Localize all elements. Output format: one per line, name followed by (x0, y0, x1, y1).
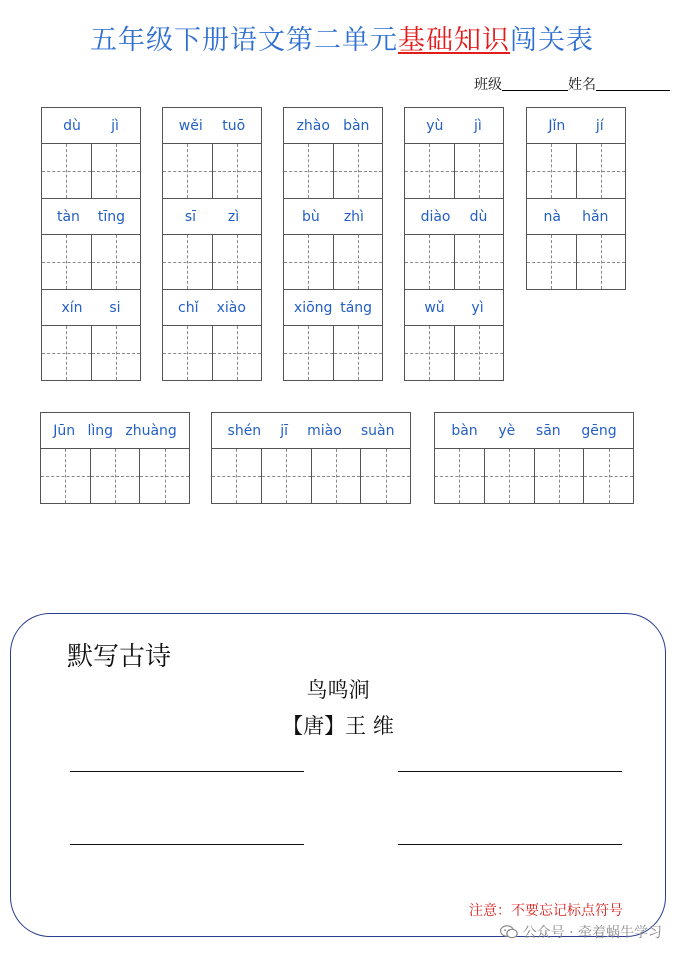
pinyin-box (40, 412, 190, 504)
pinyin-box (41, 289, 141, 381)
poem-heading: 默写古诗 (67, 642, 172, 672)
pinyin-row (527, 199, 625, 235)
pinyin-syllable: hǎn (582, 208, 609, 225)
pinyin-syllable: tàn (56, 208, 80, 225)
pinyin-syllable: sān (535, 422, 561, 439)
pinyin-box (404, 198, 504, 290)
pinyin-syllable: Jǐn (548, 117, 566, 134)
pinyin-syllable: yù (426, 117, 444, 134)
pinyin-box (404, 289, 504, 381)
writing-cell[interactable] (163, 144, 213, 198)
writing-cell[interactable] (485, 449, 535, 503)
pinyin-box (41, 198, 141, 290)
pinyin-row (405, 199, 503, 235)
pinyin-syllable: táng (340, 299, 373, 316)
pinyin-syllable: wǔ (424, 299, 445, 316)
pinyin-box (211, 412, 411, 504)
writing-cell[interactable] (577, 144, 626, 198)
writing-cell[interactable] (455, 144, 504, 198)
pinyin-syllable: xín (61, 299, 83, 316)
writing-cell[interactable] (334, 326, 383, 380)
pinyin-row (435, 413, 633, 449)
class-label: 班级 (474, 77, 502, 93)
writing-cell[interactable] (262, 449, 312, 503)
pinyin-syllable: sī (184, 208, 197, 225)
writing-cell[interactable] (284, 235, 334, 289)
writing-cell[interactable] (92, 326, 141, 380)
pinyin-syllable: shén (227, 422, 262, 439)
answer-line[interactable] (70, 771, 304, 772)
poem-author: 【唐】王 维 (282, 714, 394, 738)
pinyin-syllable: chǐ (178, 299, 199, 316)
title-text: 五年级下册语文第二单元 (90, 25, 398, 56)
writing-cell[interactable] (92, 144, 141, 198)
writing-cell[interactable] (312, 449, 362, 503)
pinyin-syllable: zhuàng (125, 422, 177, 439)
pinyin-syllable: nà (543, 208, 561, 225)
pinyin-syllable: xiōng (293, 299, 333, 316)
writing-cell[interactable] (361, 449, 410, 503)
pinyin-row (42, 199, 140, 235)
title-text-end: 闯关表 (510, 25, 594, 56)
writing-cell[interactable] (455, 326, 504, 380)
pinyin-syllable: suàn (360, 422, 395, 439)
pinyin-syllable: tuō (222, 117, 246, 134)
pinyin-syllable: bù (302, 208, 320, 225)
pinyin-row (284, 199, 382, 235)
pinyin-box (434, 412, 634, 504)
pinyin-syllable: miào (307, 422, 342, 439)
watermark-text: 公众号 · 牵着蜗牛学习 (522, 925, 662, 941)
class-blank[interactable] (502, 76, 568, 91)
writing-cell[interactable] (334, 235, 383, 289)
pinyin-syllable: tīng (97, 208, 126, 225)
pinyin-row (405, 108, 503, 144)
watermark (500, 922, 662, 942)
pinyin-row (163, 290, 261, 326)
pinyin-syllable: zhì (343, 208, 364, 225)
writing-cell[interactable] (42, 144, 92, 198)
pinyin-box (283, 107, 383, 199)
pinyin-syllable: bàn (451, 422, 478, 439)
writing-cell[interactable] (213, 144, 262, 198)
writing-cell[interactable] (213, 326, 262, 380)
student-info (474, 74, 670, 94)
pinyin-box (162, 198, 262, 290)
pinyin-box (526, 198, 626, 290)
pinyin-row (527, 108, 625, 144)
pinyin-syllable: zhào (296, 117, 330, 134)
name-blank[interactable] (596, 76, 670, 91)
pinyin-row (42, 108, 140, 144)
pinyin-row (163, 108, 261, 144)
writing-cell[interactable] (405, 235, 455, 289)
writing-cell[interactable] (163, 235, 213, 289)
answer-line[interactable] (398, 844, 622, 845)
writing-cell[interactable] (140, 449, 189, 503)
writing-cell[interactable] (92, 235, 141, 289)
pinyin-row (284, 108, 382, 144)
pinyin-syllable: bàn (343, 117, 370, 134)
writing-cell[interactable] (284, 144, 334, 198)
pinyin-box (41, 107, 141, 199)
writing-cell[interactable] (213, 235, 262, 289)
pinyin-box (162, 289, 262, 381)
page-title (0, 18, 684, 57)
pinyin-syllable: xiào (216, 299, 246, 316)
pinyin-syllable: si (109, 299, 121, 316)
writing-cell[interactable] (163, 326, 213, 380)
pinyin-row (405, 290, 503, 326)
pinyin-syllable: jì (473, 117, 482, 134)
answer-line[interactable] (398, 771, 622, 772)
writing-cell[interactable] (577, 235, 626, 289)
writing-cell[interactable] (455, 235, 504, 289)
writing-cell[interactable] (91, 449, 141, 503)
pinyin-box (404, 107, 504, 199)
pinyin-syllable: Jūn (53, 422, 76, 439)
writing-cell[interactable] (334, 144, 383, 198)
writing-cell[interactable] (527, 144, 577, 198)
writing-cell[interactable] (405, 326, 455, 380)
writing-cell[interactable] (435, 449, 485, 503)
writing-cell[interactable] (42, 235, 92, 289)
writing-cell[interactable] (41, 449, 91, 503)
title-highlight: 基础知识 (398, 25, 510, 56)
pinyin-syllable: dù (63, 117, 81, 134)
name-label: 姓名 (568, 77, 596, 93)
writing-cell[interactable] (405, 144, 455, 198)
wechat-icon (500, 925, 518, 939)
pinyin-box (162, 107, 262, 199)
punctuation-note: 注意：不要忘记标点符号 (469, 903, 623, 919)
pinyin-syllable: jì (111, 117, 119, 134)
pinyin-box (526, 107, 626, 199)
pinyin-box (283, 289, 383, 381)
poem-title: 鸟鸣涧 (306, 678, 370, 702)
pinyin-syllable: jī (280, 422, 289, 439)
pinyin-syllable: wěi (178, 117, 203, 134)
pinyin-row (42, 290, 140, 326)
poem-section (10, 613, 666, 937)
pinyin-row (212, 413, 410, 449)
pinyin-syllable: diào (420, 208, 451, 225)
pinyin-row (163, 199, 261, 235)
writing-cell[interactable] (584, 449, 633, 503)
pinyin-syllable: jí (595, 117, 604, 134)
pinyin-syllable: dù (469, 208, 488, 225)
pinyin-row (284, 290, 382, 326)
pinyin-syllable: yè (498, 422, 516, 439)
pinyin-syllable: lìng (87, 422, 113, 439)
writing-cell[interactable] (527, 235, 577, 289)
writing-cell[interactable] (284, 326, 334, 380)
answer-line[interactable] (70, 844, 304, 845)
pinyin-syllable: zì (227, 208, 240, 225)
writing-cell[interactable] (212, 449, 262, 503)
pinyin-syllable: yì (471, 299, 484, 316)
pinyin-row (41, 413, 189, 449)
pinyin-syllable: gēng (581, 422, 617, 439)
pinyin-box (283, 198, 383, 290)
writing-cell[interactable] (535, 449, 585, 503)
writing-cell[interactable] (42, 326, 92, 380)
